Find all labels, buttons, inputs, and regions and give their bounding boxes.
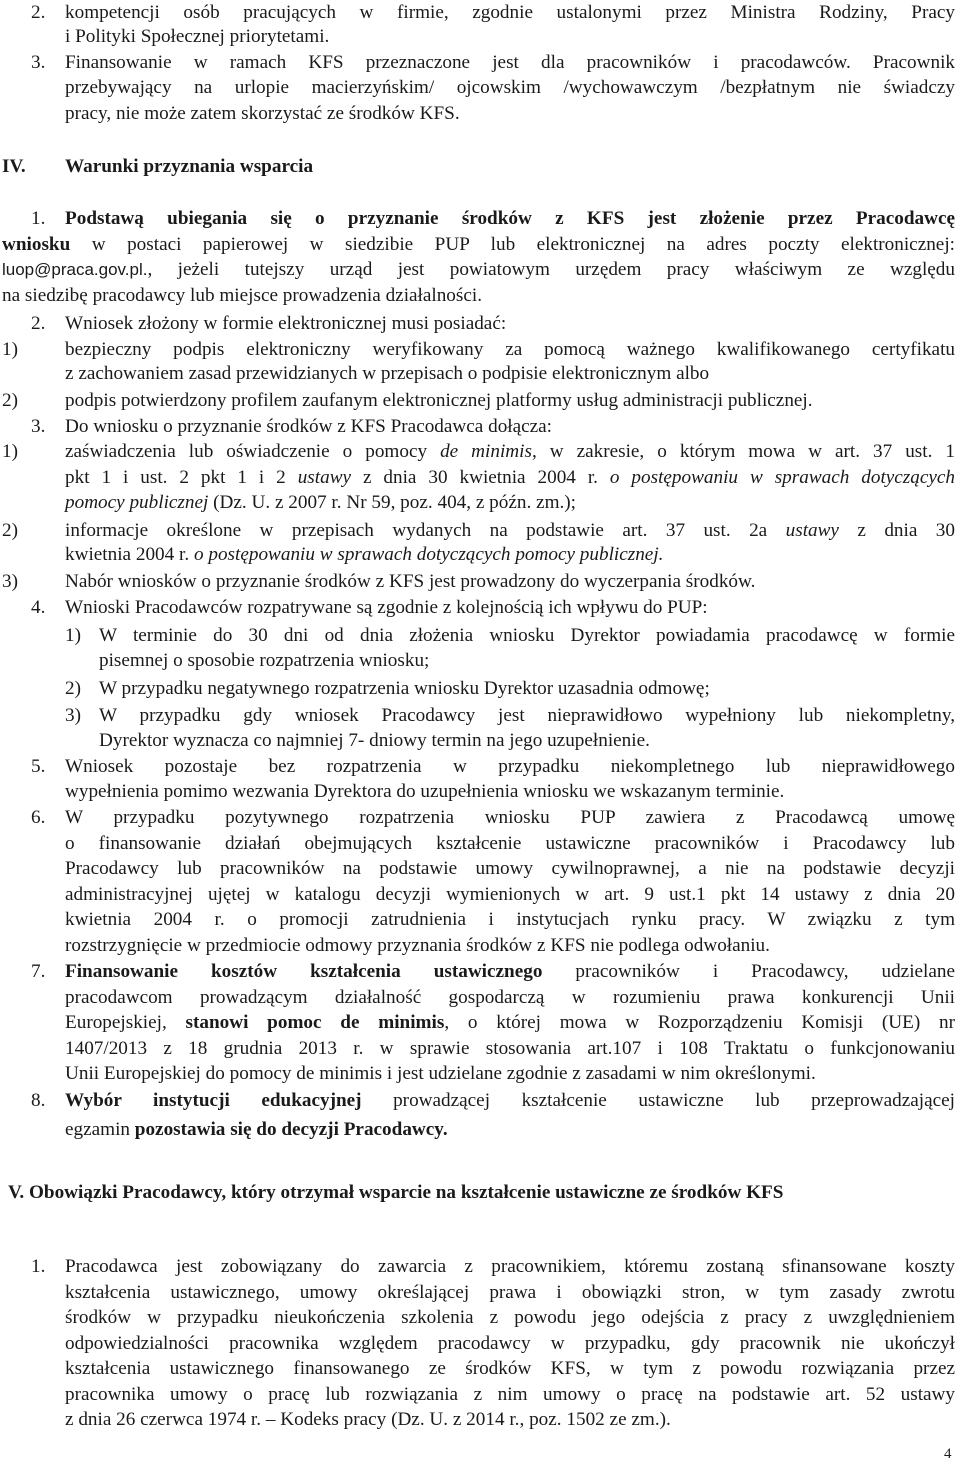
item-number: 4. — [31, 597, 46, 618]
text-line: W terminie do 30 dni od dnia złożenia wniosku Dyrektor powiadamia pracodawcę w formie — [99, 625, 955, 646]
text-line: rozstrzygnięcie w przedmiocie odmowy przyznania środków z KFS nie podlega odwołaniu. — [65, 935, 770, 956]
item-number: 1. — [31, 1256, 46, 1277]
text-line: Unii Europejskiej do pomocy de minimis i jest udzielane zgodnie z zasadami w nim określonymi. — [65, 1063, 816, 1084]
text-line: z zachowaniem zasad przewidzianych w przepisach o podpisie elektronicznym albo — [65, 363, 710, 384]
text-line: Nabór wniosków o przyznanie środków z KFS jest prowadzony do wyczerpania środków. — [65, 571, 756, 592]
text-line: wniosku w postaci papierowej w siedzibie PUP lub elektronicznej na adres poczty elektronicznej: — [2, 234, 955, 255]
text-line: pomocy publicznej (Dz. U. z 2007 r. Nr 59, poz. 404, z późn. zm.); — [65, 492, 577, 513]
text-line: Europejskiej, stanowi pomoc de minimis, o której mowa w Rozporządzeniu Komisji (UE) nr — [65, 1012, 955, 1033]
text-line: Finansowanie w ramach KFS przeznaczone jest dla pracowników i pracodawców. Pracownik — [65, 52, 955, 73]
text-line: pisemnej o sposobie rozpatrzenia wniosku; — [99, 650, 430, 671]
text-line: Podstawą ubiegania się o przyznanie środków z KFS jest złożenie przez Pracodawcę — [65, 208, 955, 229]
text-line: kształcenia ustawicznego finansowanego ze środków KFS, w tym z powodu rozwiązania przez — [65, 1358, 955, 1379]
subitem-number: 1) — [2, 339, 18, 360]
text-line: odpowiedzialności pracownika względem pracodawcy w przypadku, gdy pracownik nie ukończył — [65, 1333, 955, 1354]
text-line: luop@praca.gov.pl., jeżeli tutejszy urząd jest powiatowym urzędem pracy właściwym ze względu — [2, 259, 955, 280]
text-line: wypełnienia pomimo wezwania Dyrektora do uzupełnienia wniosku we wskazanym terminie. — [65, 781, 785, 802]
page-number: 4 — [944, 1446, 952, 1462]
email-link[interactable]: luop@praca.gov.pl. — [2, 260, 148, 279]
text-line: Pracodawca jest zobowiązany do zawarcia z pracownikiem, któremu zostaną sfinansowane koszty — [65, 1256, 955, 1277]
text-line: pracodawcom prowadzącym działalność gospodarczą w rozumieniu prawa konkurencji Unii — [65, 987, 955, 1008]
subitem-number: 3) — [65, 705, 81, 726]
text-line: Wniosek pozostaje bez rozpatrzenia w przypadku niekompletnego lub nieprawidłowego — [65, 756, 955, 777]
subitem-number: 2) — [2, 520, 18, 541]
text-line: kompetencji osób pracujących w firmie, zgodnie ustalonymi przez Ministra Rodziny, Pracy — [65, 2, 955, 23]
text-line: pkt 1 i ust. 2 pkt 1 i 2 ustawy z dnia 30 kwietnia 2004 r. o postępowaniu w sprawach dotyczących — [65, 467, 955, 488]
text-line: podpis potwierdzony profilem zaufanym elektronicznej platformy usług administracji publicznej. — [65, 390, 813, 411]
text-line: W przypadku negatywnego rozpatrzenia wniosku Dyrektor uzasadnia odmowę; — [99, 678, 710, 699]
text-line: egzamin pozostawia się do decyzji Pracodawcy. — [65, 1119, 448, 1140]
text-line: na siedzibę pracodawcy lub miejsce prowadzenia działalności. — [2, 285, 483, 306]
text-line: Pracodawcy lub pracowników na podstawie umowy cywilnoprawnej, a nie na podstawie decyzji — [65, 858, 955, 879]
subitem-number: 1) — [65, 625, 81, 646]
section-number: IV. — [2, 156, 26, 177]
text-line: Do wniosku o przyznanie środków z KFS Pracodawca dołącza: — [65, 416, 553, 437]
item-number: 8. — [31, 1090, 46, 1111]
text-line: Finansowanie kosztów kształcenia ustawicznego pracowników i Pracodawcy, udzielane — [65, 961, 955, 982]
section-title: V. Obowiązki Pracodawcy, który otrzymał wsparcie na kształcenie ustawiczne ze środków KFS — [8, 1182, 784, 1203]
text-line: o finansowanie działań obejmujących kształcenie ustawiczne pracowników i Pracodawcy lub — [65, 833, 955, 854]
text-line: Wybór instytucji edukacyjnej prowadzącej kształcenie ustawiczne lub przeprowadzającej — [65, 1090, 955, 1111]
text-line: administracyjnej ujętej w katalogu decyzji wymienionych w art. 9 ust.1 pkt 14 ustawy z dnia 20 — [65, 884, 955, 905]
item-number: 2. — [31, 2, 46, 23]
item-number: 3. — [31, 52, 46, 73]
text-line: 1407/2013 z 18 grudnia 2013 r. w sprawie stosowania art.107 i 108 Traktatu o funkcjonowaniu — [65, 1038, 955, 1059]
text-line: Dyrektor wyznacza co najmniej 7- dniowy termin na jego uzupełnienie. — [99, 730, 650, 751]
text-line: i Polityki Społecznej priorytetami. — [65, 26, 330, 47]
text-line: bezpieczny podpis elektroniczny weryfikowany za pomocą ważnego kwalifikowanego certyfikatu — [65, 339, 955, 360]
item-number: 5. — [31, 756, 46, 777]
text-line: przebywający na urlopie macierzyńskim/ ojcowskim /wychowawczym /bezpłatnym nie świadczy — [65, 77, 955, 98]
text-line: zaświadczenia lub oświadczenie o pomocy de minimis, w zakresie, o którym mowa w art. 37 ust. 1 — [65, 441, 955, 462]
text-line: Wniosek złożony w formie elektronicznej musi posiadać: — [65, 313, 507, 334]
item-number: 7. — [31, 961, 46, 982]
item-number: 3. — [31, 416, 46, 437]
subitem-number: 2) — [2, 390, 18, 411]
subitem-number: 1) — [2, 441, 18, 462]
subitem-number: 2) — [65, 678, 81, 699]
subitem-number: 3) — [2, 571, 18, 592]
item-number: 2. — [31, 313, 46, 334]
text-line: W przypadku gdy wniosek Pracodawcy jest nieprawidłowo wypełniony lub niekompletny, — [99, 705, 955, 726]
text-line: pracy, nie może zatem skorzystać ze środków KFS. — [65, 103, 460, 124]
item-number: 6. — [31, 807, 46, 828]
text-line: W przypadku pozytywnego rozpatrzenia wniosku PUP zawiera z Pracodawcą umowę — [65, 807, 955, 828]
text-line: środków w przypadku nieukończenia szkolenia z powodu jego odejścia z pracy z uwzględnieniem — [65, 1307, 955, 1328]
text-line: kształcenia ustawicznego, umowy określającej prawa i obowiązki stron, w tym zasady zwrotu — [65, 1282, 955, 1303]
text-line: kwietnia 2004 r. o promocji zatrudnienia i instytucjach rynku pracy. W związku z tym — [65, 909, 955, 930]
text-line: pracownika umowy o pracę lub rozwiązania z nim umowy o pracę na podstawie art. 52 ustawy — [65, 1384, 955, 1405]
text-line: Wnioski Pracodawców rozpatrywane są zgodnie z kolejnością ich wpływu do PUP: — [65, 597, 708, 618]
text-line: z dnia 26 czerwca 1974 r. – Kodeks pracy (Dz. U. z 2014 r., poz. 1502 ze zm.). — [65, 1409, 671, 1430]
text-line: informacje określone w przepisach wydanych na podstawie art. 37 ust. 2a ustawy z dnia 30 — [65, 520, 955, 541]
section-title: Warunki przyznania wsparcia — [65, 156, 314, 177]
item-number: 1. — [31, 208, 46, 229]
text-line: kwietnia 2004 r. o postępowaniu w sprawach dotyczących pomocy publicznej. — [65, 544, 664, 565]
